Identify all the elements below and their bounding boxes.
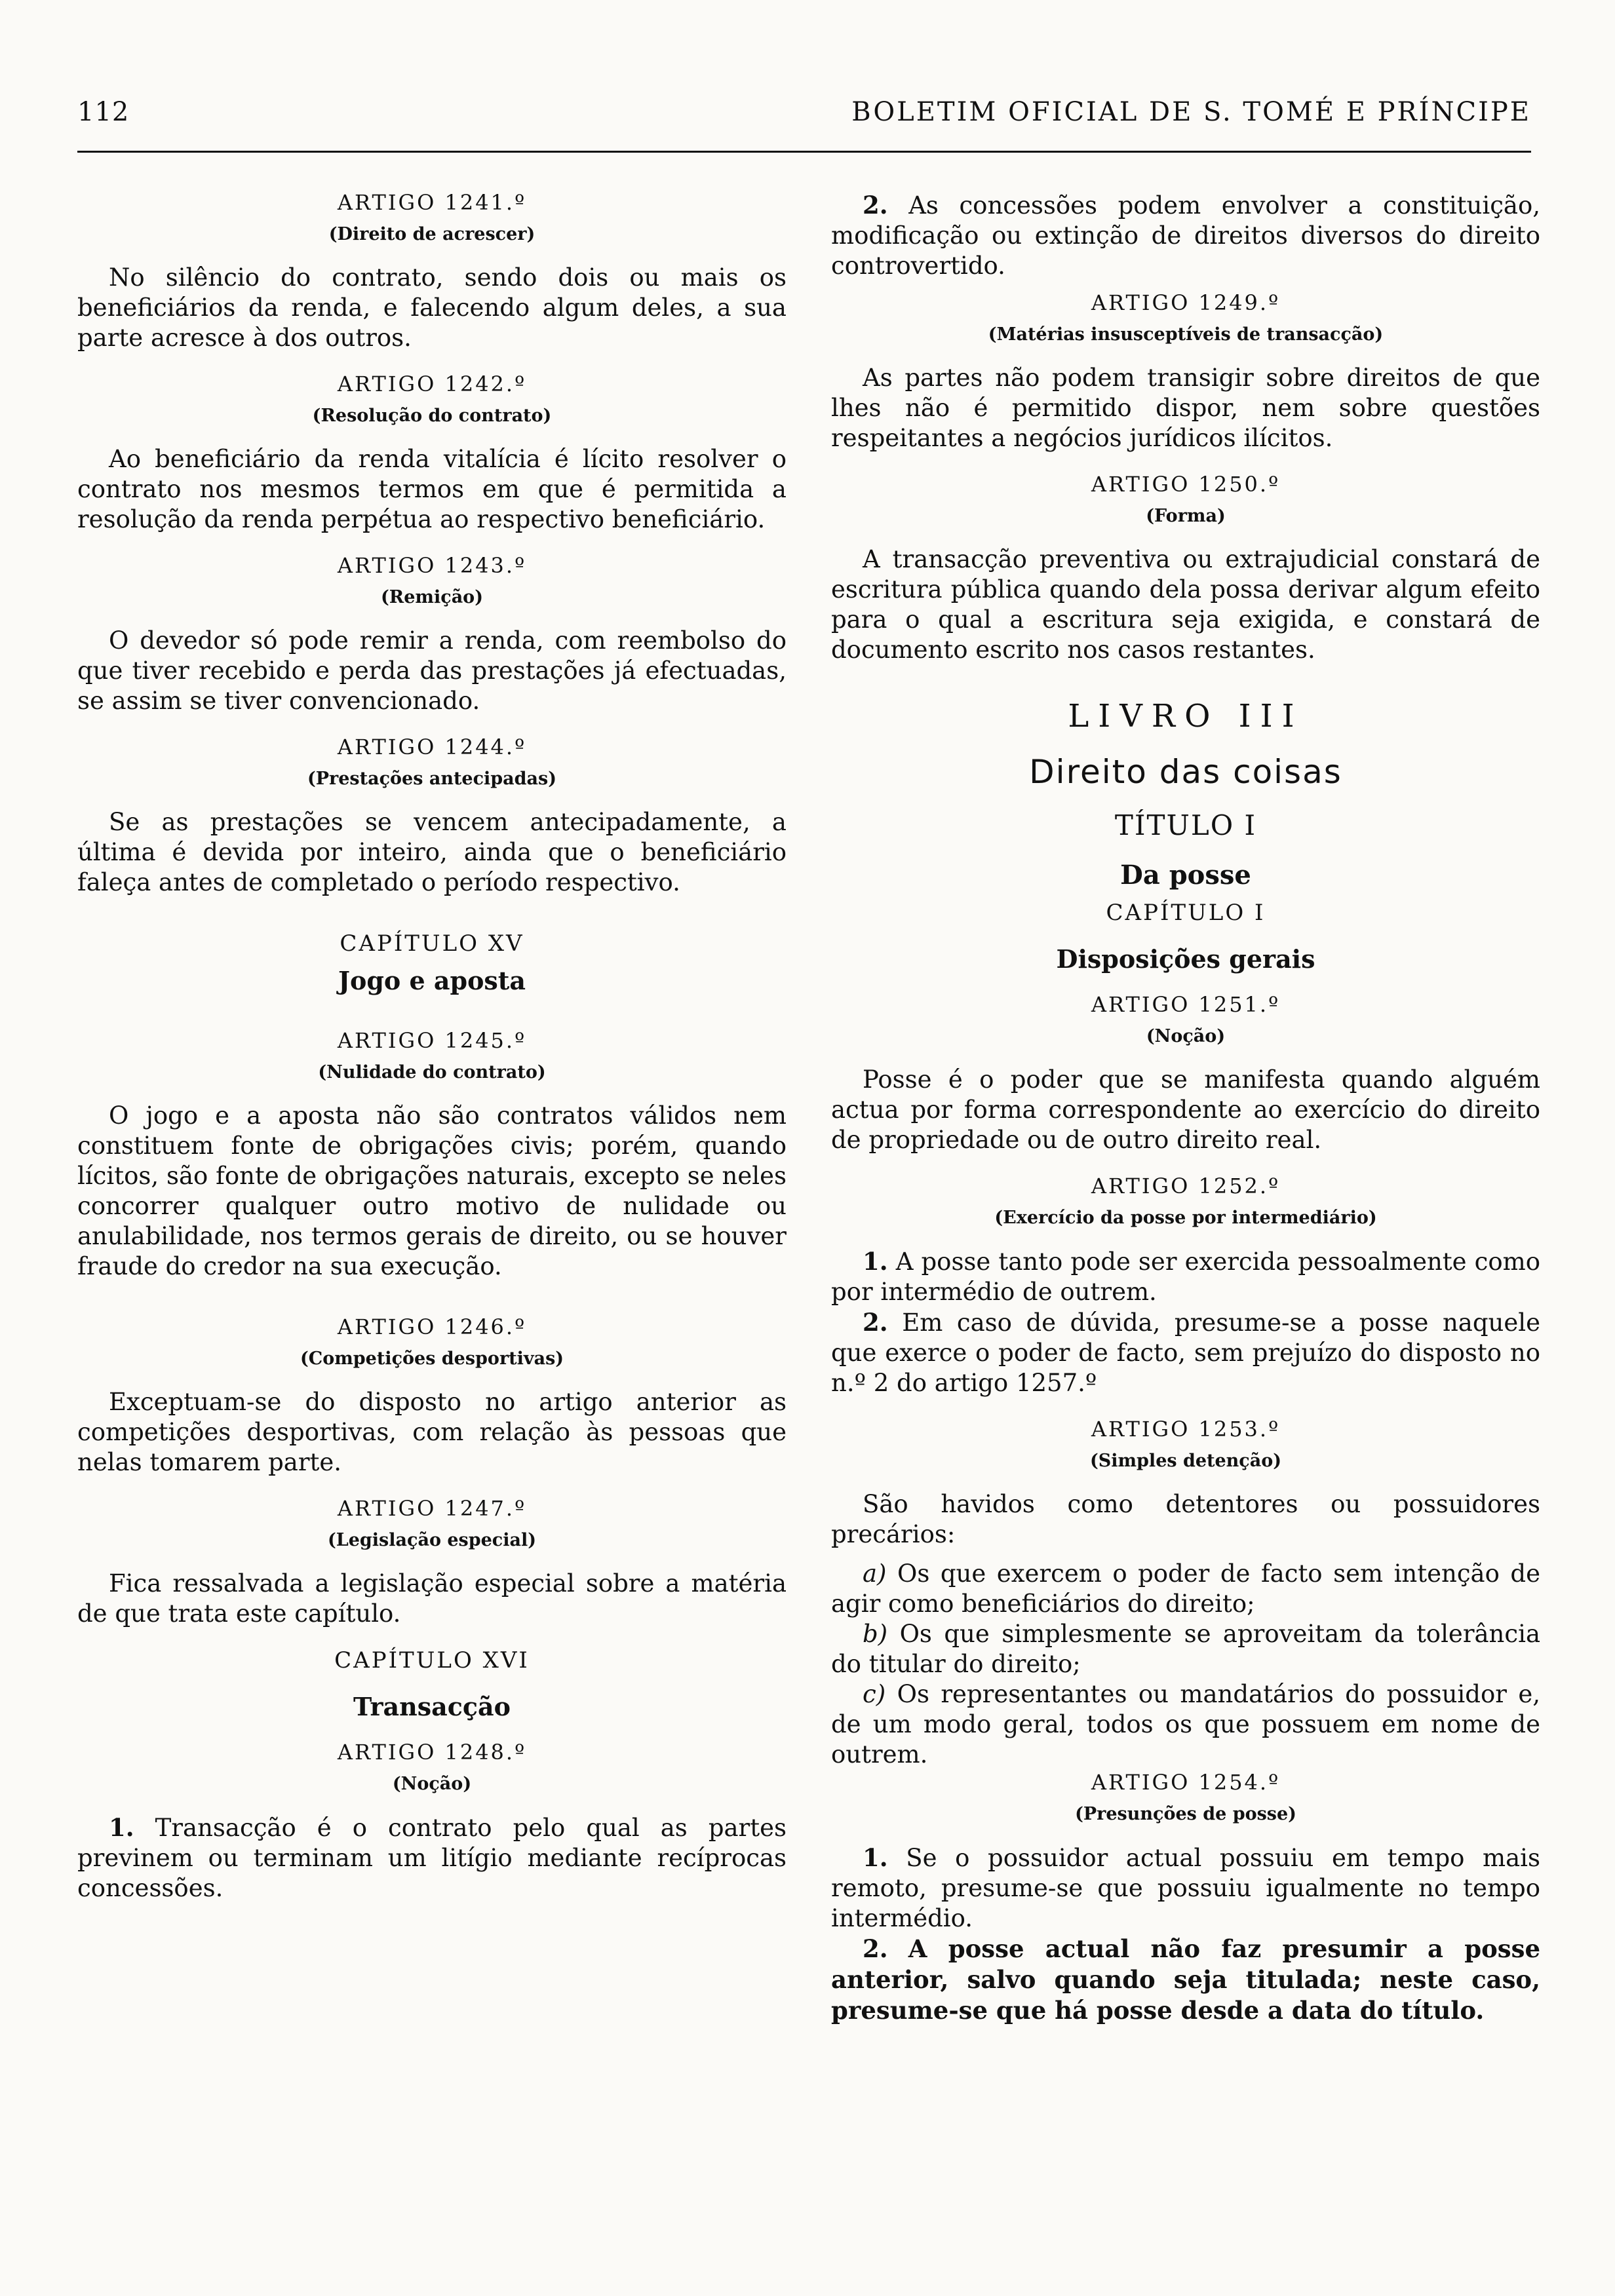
article-heading: ARTIGO 1252.º <box>1091 1174 1281 1198</box>
chapter-heading: CAPÍTULO XV <box>340 930 524 957</box>
article-text: O jogo e a aposta não são contratos válidos nem constituem fonte de obrigações civis; porém, quando lícitos, são fonte de obrigações naturais, excepto se neles concorrer qualquer outro motivo de nulidade ou anulabilidade, nos termos gerais de direito, ou se houver fraude do credor na sua execução. <box>77 1101 787 1280</box>
running-title: BOLETIM OFICIAL DE S. TOMÉ E PRÍNCIPE <box>851 97 1531 127</box>
book-3 <box>831 698 1540 974</box>
paragraph-text: A posse tanto pode ser exercida pessoalmente como por intermédio de outrem. <box>831 1248 1540 1306</box>
article-text: O devedor só pode remir a renda, com reembolso do que tiver recebido e perda das prestações já efectuadas, se assim se tiver convencionado. <box>77 626 787 715</box>
paragraph-number: 1. <box>863 1247 888 1276</box>
article-subheading: (Presunções de posse) <box>1075 1804 1296 1824</box>
book-heading: LIVRO III <box>1068 698 1304 735</box>
article-1247 <box>77 1496 787 1629</box>
article-heading: ARTIGO 1245.º <box>337 1028 527 1053</box>
article-subheading: (Forma) <box>1146 506 1226 526</box>
paragraph-number: 2. <box>863 1934 888 1963</box>
chapter-heading: CAPÍTULO XVI <box>334 1647 530 1674</box>
chapter-16 <box>77 1647 787 1721</box>
item-text: Os que simplesmente se aproveitam da tolerância do titular do direito; <box>831 1620 1541 1678</box>
article-heading: ARTIGO 1244.º <box>337 735 527 759</box>
article-subheading: (Competições desportivas) <box>300 1349 564 1369</box>
article-1242 <box>77 372 787 535</box>
item-text: Os representantes ou mandatários do possuidor e, de um modo geral, todos os que possuem em nome de outrem. <box>831 1680 1540 1769</box>
article-subheading: (Prestações antecipadas) <box>307 769 557 789</box>
list-item <box>831 1559 1540 1619</box>
paragraph-text: As concessões podem envolver a constituição, modificação ou extinção de direitos diversos do direito controvertido. <box>831 191 1541 280</box>
article-text: Se as prestações se vencem antecipadamente, a última é devida por inteiro, ainda que o beneficiário faleça antes de completado o período respectivo. <box>77 808 787 896</box>
item-text: Os que exercem o poder de facto sem intenção de agir como beneficiários do direito; <box>831 1559 1540 1618</box>
item-label: b) <box>863 1620 888 1648</box>
page-number: 112 <box>77 97 130 127</box>
article-subheading: (Direito de acrescer) <box>328 224 535 244</box>
article-heading: ARTIGO 1249.º <box>1091 290 1281 315</box>
paragraph-number: 1. <box>863 1843 888 1872</box>
article-heading: ARTIGO 1248.º <box>337 1740 527 1765</box>
article-1244 <box>77 735 787 898</box>
article-1248 <box>77 1740 787 1904</box>
article-subheading: (Matérias insusceptíveis de transacção) <box>988 324 1384 345</box>
paragraph-text: Se o possuidor actual possuiu em tempo mais remoto, presume-se que possuiu igualmente no tempo intermédio. <box>831 1844 1541 1932</box>
article-subheading: (Noção) <box>1146 1026 1226 1046</box>
article-1254 <box>831 1770 1540 2026</box>
article-1249 <box>831 290 1540 453</box>
numbered-paragraph <box>831 1934 1540 2026</box>
article-text: A transacção preventiva ou extrajudicial constará de escritura pública quando dela possa derivar algum efeito para o qual a escritura seja exigida, e constará de documento escrito nos casos restantes. <box>831 545 1540 664</box>
article-1250 <box>831 472 1540 665</box>
item-label: c) <box>863 1680 886 1708</box>
article-subheading: (Remição) <box>381 587 483 607</box>
article-subheading: (Simples detenção) <box>1089 1451 1282 1471</box>
article-heading: ARTIGO 1241.º <box>337 190 527 215</box>
chapter-title: Jogo e aposta <box>338 966 526 995</box>
chapter-title: Disposições gerais <box>1056 944 1315 974</box>
numbered-paragraph <box>831 1307 1540 1398</box>
numbered-paragraph <box>831 1843 1540 1934</box>
article-subheading: (Nulidade do contrato) <box>318 1062 546 1082</box>
article-text: Ao beneficiário da renda vitalícia é lícito resolver o contrato nos mesmos termos em que é permitida a resolução da renda perpétua ao respectivo beneficiário. <box>77 445 787 533</box>
chapter-15 <box>77 930 787 995</box>
title-heading: TÍTULO I <box>1114 809 1257 841</box>
numbered-paragraph <box>831 190 1540 281</box>
paragraph-text: Transacção é o contrato pelo qual as partes previnem ou terminam um litígio mediante recíprocas concessões. <box>77 1814 787 1902</box>
article-heading: ARTIGO 1246.º <box>337 1314 527 1339</box>
paragraph-number: 2. <box>863 1308 888 1337</box>
numbered-paragraph <box>77 1812 787 1904</box>
article-subheading: (Exercício da posse por intermediário) <box>994 1208 1377 1228</box>
article-subheading: (Resolução do contrato) <box>312 406 552 426</box>
article-text: Fica ressalvada a legislação especial sobre a matéria de que trata este capítulo. <box>77 1569 787 1628</box>
list-item <box>831 1619 1540 1679</box>
article-heading: ARTIGO 1250.º <box>1091 472 1281 497</box>
article-heading: ARTIGO 1253.º <box>1091 1417 1281 1442</box>
article-heading: ARTIGO 1254.º <box>1091 1770 1281 1795</box>
article-heading: ARTIGO 1243.º <box>337 553 527 578</box>
article-subheading: (Legislação especial) <box>327 1530 537 1550</box>
item-label: a) <box>863 1559 887 1588</box>
chapter-title: Transacção <box>353 1692 511 1721</box>
paragraph-text: Em caso de dúvida, presume-se a posse naquele que exerce o poder de facto, sem prejuízo do disposto no n.º 2 do artigo 1257.º <box>831 1309 1540 1397</box>
article-1243 <box>77 553 787 716</box>
right-column <box>831 190 1540 2026</box>
article-heading: ARTIGO 1242.º <box>337 372 527 396</box>
book-title: Direito das coisas <box>1029 753 1342 791</box>
article-1245 <box>77 1028 787 1282</box>
paragraph-number: 2. <box>863 191 888 220</box>
article-1241 <box>77 190 787 353</box>
article-1252 <box>831 1174 1540 1398</box>
article-1246 <box>77 1314 787 1478</box>
title-name: Da posse <box>1120 860 1251 890</box>
numbered-paragraph <box>831 1246 1540 1307</box>
article-intro: São havidos como detentores ou possuidores precários: <box>831 1490 1540 1548</box>
article-text: Exceptuam-se do disposto no artigo anterior as competições desportivas, com relação às pessoas que nelas tomarem parte. <box>77 1388 787 1476</box>
article-1251 <box>831 992 1540 1155</box>
article-text: No silêncio do contrato, sendo dois ou mais os beneficiários da renda, e falecendo algum deles, a sua parte acresce à dos outros. <box>77 263 787 352</box>
chapter-heading: CAPÍTULO I <box>1106 900 1266 926</box>
paragraph-number: 1. <box>109 1813 134 1842</box>
header-rule <box>77 151 1531 153</box>
article-heading: ARTIGO 1247.º <box>337 1496 527 1521</box>
page-header <box>77 97 1531 136</box>
paragraph-text: A posse actual não faz presumir a posse anterior, salvo quando seja titulada; neste caso, presume-se que há posse desde a data do título. <box>831 1934 1541 2025</box>
article-text: As partes não podem transigir sobre direitos de que lhes não é permitido dispor, nem sobre questões respeitantes a negócios jurídicos ilícitos. <box>831 364 1540 452</box>
article-1248-continued <box>831 190 1540 281</box>
left-column <box>77 190 787 1904</box>
article-subheading: (Noção) <box>392 1774 472 1794</box>
list-item <box>831 1679 1540 1770</box>
article-text: Posse é o poder que se manifesta quando alguém actua por forma correspondente ao exercício do direito de propriedade ou de outro direito real. <box>831 1065 1540 1154</box>
article-1253 <box>831 1417 1540 1770</box>
article-heading: ARTIGO 1251.º <box>1091 992 1281 1017</box>
